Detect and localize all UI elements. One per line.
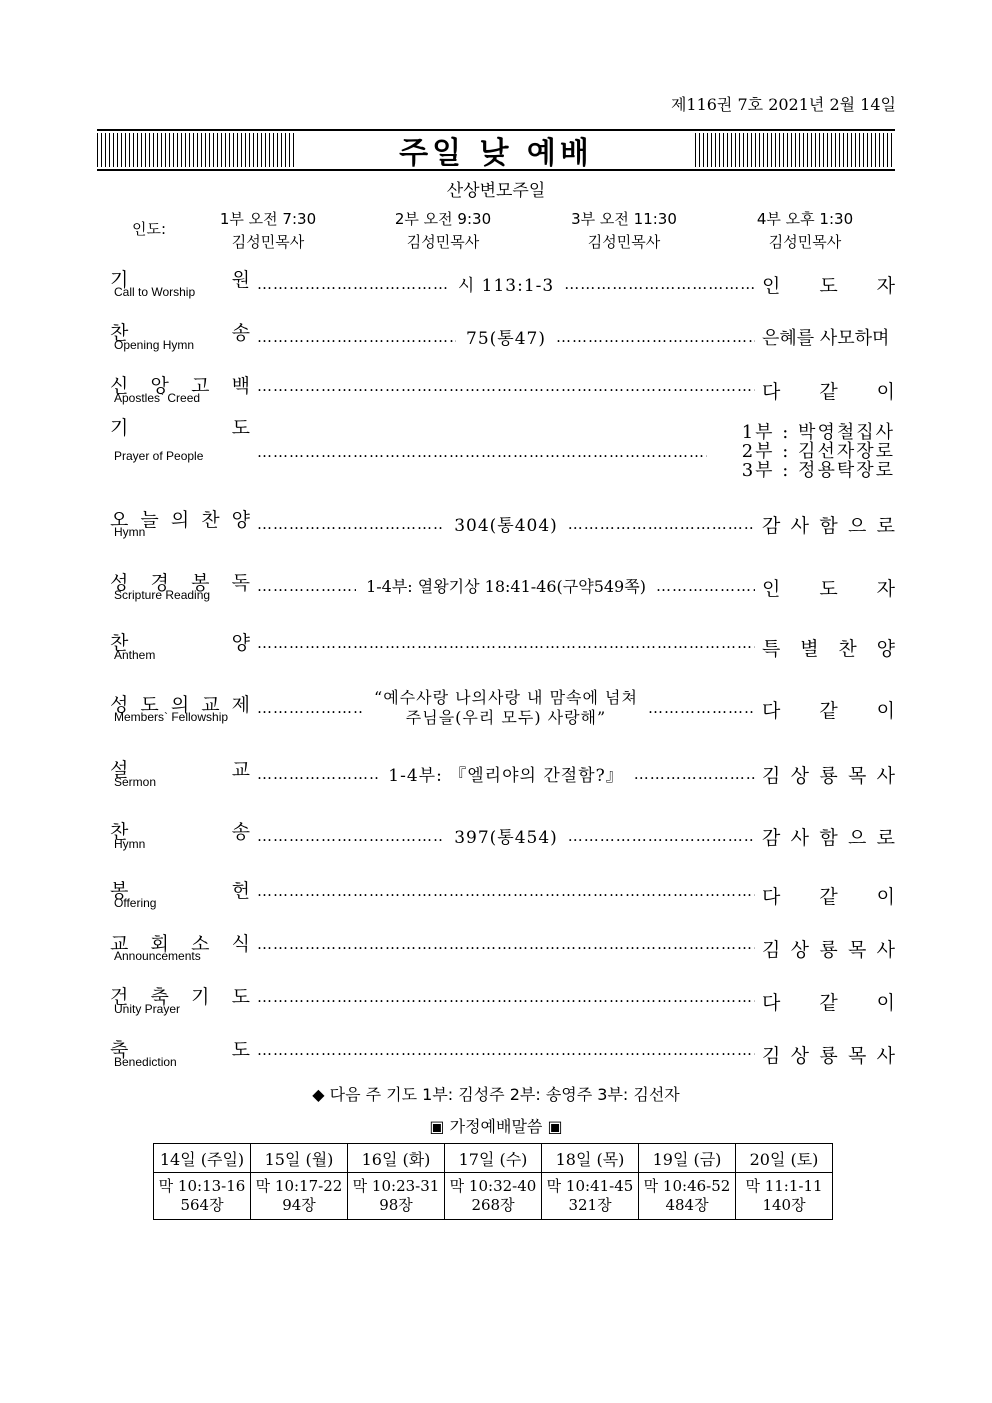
session-2 (358, 208, 528, 254)
session-time: 2부 오전 9:30 (394, 210, 492, 228)
order-middle (257, 511, 755, 536)
order-middle (257, 634, 755, 652)
order-leader: 인 도 자 (762, 275, 895, 297)
order-middle (257, 761, 755, 786)
session-pastor: 김성민목사 (231, 233, 305, 251)
passage-cell: 막 10:23-31 98장 (348, 1173, 445, 1220)
order-kr-label: 건 축 기 도 (110, 986, 250, 1008)
day-cell: 19일 (금) (639, 1144, 736, 1173)
session-time: 1부 오전 7:30 (219, 210, 317, 228)
subtitle: 산상변모주일 (446, 181, 546, 201)
order-leader: 다 같 이 (762, 886, 895, 908)
order-kr-label: 기 도 (110, 417, 250, 439)
order-kr-label: 봉 헌 (110, 880, 250, 902)
order-middle (257, 688, 755, 728)
order-kr-label: 찬 송 (110, 322, 250, 344)
title-bar (97, 129, 895, 171)
day-cell: 16일 (화) (348, 1144, 445, 1173)
day-cell: 14일 (주일) (154, 1144, 251, 1173)
order-leader: 인 도 자 (762, 578, 895, 600)
order-kr-label: 신 앙 고 백 (110, 375, 250, 397)
order-leader: 은혜를 사모하며 (762, 328, 890, 349)
next-week-prayer: ◆ 다음 주 기도 1부: 김성주 2부: 송영주 3부: 김선자 (312, 1085, 680, 1104)
title-stripes-left (97, 133, 297, 167)
issue-info: 제116권 7호 2021년 2월 14일 (670, 95, 896, 114)
table-header-row (154, 1144, 833, 1173)
order-en-label: Apostles` Creed (114, 391, 201, 405)
session-3 (539, 208, 709, 254)
order-middle (257, 882, 755, 900)
order-en-label: Prayer of People (114, 449, 204, 463)
passage-cell: 막 11:1-11 140장 (736, 1173, 833, 1220)
page-title: 주일 낮 예배 (399, 136, 593, 171)
order-middle (257, 443, 707, 461)
order-middle (257, 823, 755, 848)
order-kr-label: 성 도 의 교 제 (110, 694, 250, 716)
order-kr-label: 기 원 (110, 269, 250, 291)
order-middle (257, 324, 755, 349)
order-en-label: Call to Worship (114, 285, 196, 299)
order-kr-label: 찬 양 (110, 632, 250, 654)
order-kr-label: 교 회 소 식 (110, 933, 250, 955)
order-middle (257, 1041, 755, 1059)
prayer-item: 1부 : 박영철집사 (741, 422, 895, 443)
order-center: 1-4부: 열왕기상 18:41-46(구약549쪽) (366, 577, 646, 596)
session-time: 4부 오후 1:30 (756, 210, 854, 228)
order-en-label: Hymn (114, 837, 146, 851)
passage-cell: 막 10:46-52 484장 (639, 1173, 736, 1220)
order-leader: 다 같 이 (762, 381, 895, 403)
order-leader: 김 상 룡 목 사 (762, 765, 895, 787)
session-pastor: 김성민목사 (587, 233, 661, 251)
session-pastor: 김성민목사 (406, 233, 480, 251)
passage-cell: 막 10:13-16 564장 (154, 1173, 251, 1220)
order-center: “예수사랑 나의사랑 내 맘속에 넘쳐 주님을(우리 모두) 사랑해” (374, 688, 638, 727)
order-en-label: Hymn (114, 525, 146, 539)
title-stripes-right (695, 133, 895, 167)
order-center: 시 113:1-3 (457, 276, 555, 296)
session-1 (183, 208, 353, 254)
passage-cell: 막 10:41-45 321장 (542, 1173, 639, 1220)
order-en-label: Scripture Reading (114, 588, 211, 602)
order-leader: 김 상 룡 목 사 (762, 939, 895, 961)
order-leader: 감 사 함 으 로 (762, 827, 895, 849)
session-4 (720, 208, 890, 254)
order-en-label: Members` Fellowship (114, 710, 229, 724)
order-center: 75(통47) (466, 329, 546, 349)
order-kr-label: 성 경 봉 독 (110, 572, 250, 594)
order-middle (257, 935, 755, 953)
order-center: 1-4부: 『엘리야의 간절함?』 (388, 766, 624, 786)
passage-cell: 막 10:32-40 268장 (445, 1173, 542, 1220)
prayer-list (742, 423, 895, 480)
prayer-item: 3부 : 정용탁장로 (741, 460, 895, 481)
leader-label: 인도: (132, 220, 167, 238)
day-cell: 20일 (토) (736, 1144, 833, 1173)
order-leader: 다 같 이 (762, 700, 895, 722)
order-kr-label: 축 도 (110, 1039, 250, 1061)
order-en-label: Unity Prayer (114, 1002, 181, 1016)
order-center: 397(통454) (454, 828, 558, 848)
order-kr-label: 오 늘 의 찬 양 (110, 509, 250, 531)
order-en-label: Announcements (114, 949, 201, 963)
day-cell: 18일 (목) (542, 1144, 639, 1173)
order-en-label: Benediction (114, 1055, 177, 1069)
day-cell: 17일 (수) (445, 1144, 542, 1173)
home-worship-title: ▣ 가정예배말씀 ▣ (429, 1117, 563, 1136)
order-en-label: Offering (114, 896, 157, 910)
order-en-label: Opening Hymn (114, 338, 195, 352)
order-kr-label: 설 교 (110, 759, 250, 781)
session-time: 3부 오전 11:30 (571, 210, 677, 228)
order-leader: 다 같 이 (762, 992, 895, 1014)
order-middle (257, 377, 755, 395)
order-en-label: Sermon (114, 775, 157, 789)
order-middle (257, 988, 755, 1006)
order-center: 304(통404) (454, 516, 558, 536)
order-middle (257, 574, 755, 597)
order-leader: 김 상 룡 목 사 (762, 1045, 895, 1067)
prayer-item: 2부 : 김선자장로 (741, 441, 895, 462)
home-worship-table (153, 1143, 833, 1220)
session-pastor: 김성민목사 (768, 233, 842, 251)
order-leader: 특 별 찬 양 (762, 638, 895, 660)
order-en-label: Anthem (114, 648, 156, 662)
table-row (154, 1173, 833, 1220)
order-kr-label: 찬 송 (110, 821, 250, 843)
order-middle (257, 271, 755, 296)
passage-cell: 막 10:17-22 94장 (251, 1173, 348, 1220)
day-cell: 15일 (월) (251, 1144, 348, 1173)
order-leader: 감 사 함 으 로 (762, 515, 895, 537)
order-row-prayer (110, 413, 895, 483)
